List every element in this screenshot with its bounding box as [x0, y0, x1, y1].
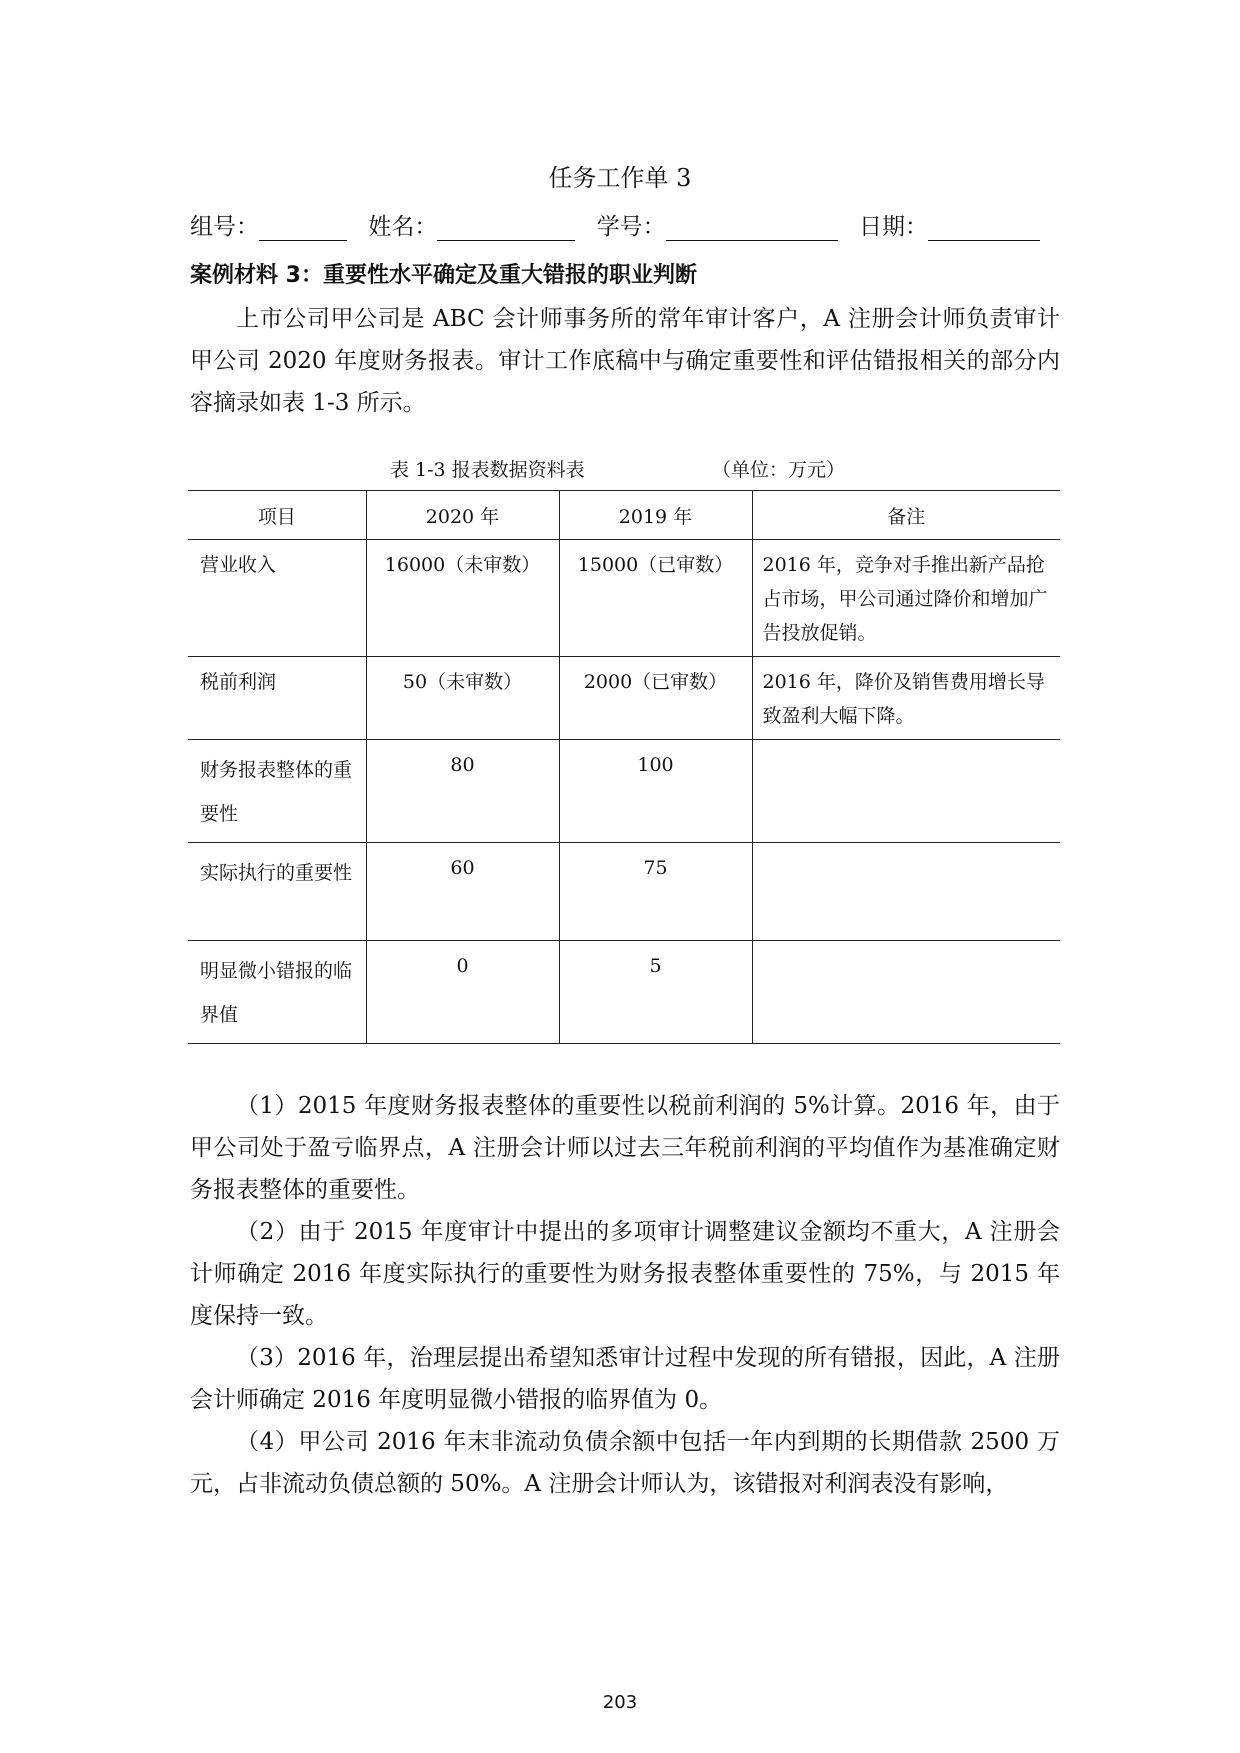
case-intro	[190, 298, 1060, 424]
table-header-cell: 项目	[188, 491, 366, 540]
table-row	[188, 540, 1060, 657]
student-id-blank[interactable]	[666, 214, 838, 241]
table-cell-note: 2016 年，降价及销售费用增长导致盈利大幅下降。	[752, 657, 1060, 740]
analysis-item: （1）2015 年度财务报表整体的重要性以税前利润的 5%计算。2016 年，由于甲公司处于盈亏临界点，A 注册会计师以过去三年税前利润的平均值作为基准确定财务报表整体的重要性。	[190, 1093, 1060, 1203]
table-caption: 表 1-3 报表数据资料表	[390, 459, 585, 481]
table-cell-2019: 15000（已审数）	[559, 540, 752, 657]
case-heading: 案例材料 3：重要性水平确定及重大错报的职业判断	[190, 263, 697, 288]
analysis-items	[190, 1085, 1060, 1505]
table-row	[188, 843, 1060, 941]
table-cell-2020: 60	[366, 843, 559, 941]
table-header-cell: 2020 年	[366, 491, 559, 540]
table-row	[188, 657, 1060, 740]
table-row	[188, 941, 1060, 1044]
case-intro-text: 上市公司甲公司是 ABC 会计师事务所的常年审计客户，A 注册会计师负责审计甲公司 2020 年度财务报表。审计工作底稿中与确定重要性和评估错报相关的部分内容摘录如表 1-3 所示。	[190, 306, 1060, 416]
table-cell-2020: 50（未审数）	[366, 657, 559, 740]
table-cell-2020: 80	[366, 740, 559, 843]
table-cell-2019: 100	[559, 740, 752, 843]
table-cell-2019: 75	[559, 843, 752, 941]
table-row	[188, 740, 1060, 843]
date-label: 日期：	[858, 214, 928, 240]
table-unit: （单位：万元）	[712, 459, 846, 481]
group-blank[interactable]	[259, 214, 347, 241]
form-fields-line	[190, 208, 1060, 241]
table-cell-2020: 0	[366, 941, 559, 1044]
date-blank[interactable]	[928, 214, 1040, 241]
table-header-cell: 备注	[752, 491, 1060, 540]
table-cell-2019: 2000（已审数）	[559, 657, 752, 740]
table-cell-item: 税前利润	[188, 657, 366, 740]
page-title: 任务工作单 3	[548, 164, 692, 192]
student-id-label: 学号：	[596, 214, 666, 240]
table-cell-item: 营业收入	[188, 540, 366, 657]
table-cell-item: 明显微小错报的临界值	[188, 941, 366, 1044]
table-cell-note	[752, 843, 1060, 941]
name-label: 姓名：	[368, 214, 438, 240]
group-label: 组号：	[190, 214, 259, 240]
table-header-row	[188, 491, 1060, 540]
page-number: 203	[602, 1692, 638, 1713]
analysis-item: （4）甲公司 2016 年末非流动负债余额中包括一年内到期的长期借款 2500 万元，占非流动负债总额的 50%。A 注册会计师认为，该错报对利润表没有影响，	[190, 1429, 1060, 1497]
table-cell-note	[752, 740, 1060, 843]
table-cell-item: 财务报表整体的重要性	[188, 740, 366, 843]
table-cell-note	[752, 941, 1060, 1044]
table-cell-2019: 5	[559, 941, 752, 1044]
table-cell-2020: 16000（未审数）	[366, 540, 559, 657]
table-header-cell: 2019 年	[559, 491, 752, 540]
table-cell-note: 2016 年，竞争对手推出新产品抢占市场，甲公司通过降价和增加广告投放促销。	[752, 540, 1060, 657]
data-table	[188, 490, 1060, 1044]
analysis-item: （3）2016 年，治理层提出希望知悉审计过程中发现的所有错报，因此，A 注册会计师确定 2016 年度明显微小错报的临界值为 0。	[190, 1345, 1060, 1413]
name-blank[interactable]	[437, 214, 575, 241]
analysis-item: （2）由于 2015 年度审计中提出的多项审计调整建议金额均不重大，A 注册会计师确定 2016 年度实际执行的重要性为财务报表整体重要性的 75%，与 2015 年度保持一致。	[190, 1219, 1060, 1329]
table-cell-item: 实际执行的重要性	[188, 843, 366, 941]
